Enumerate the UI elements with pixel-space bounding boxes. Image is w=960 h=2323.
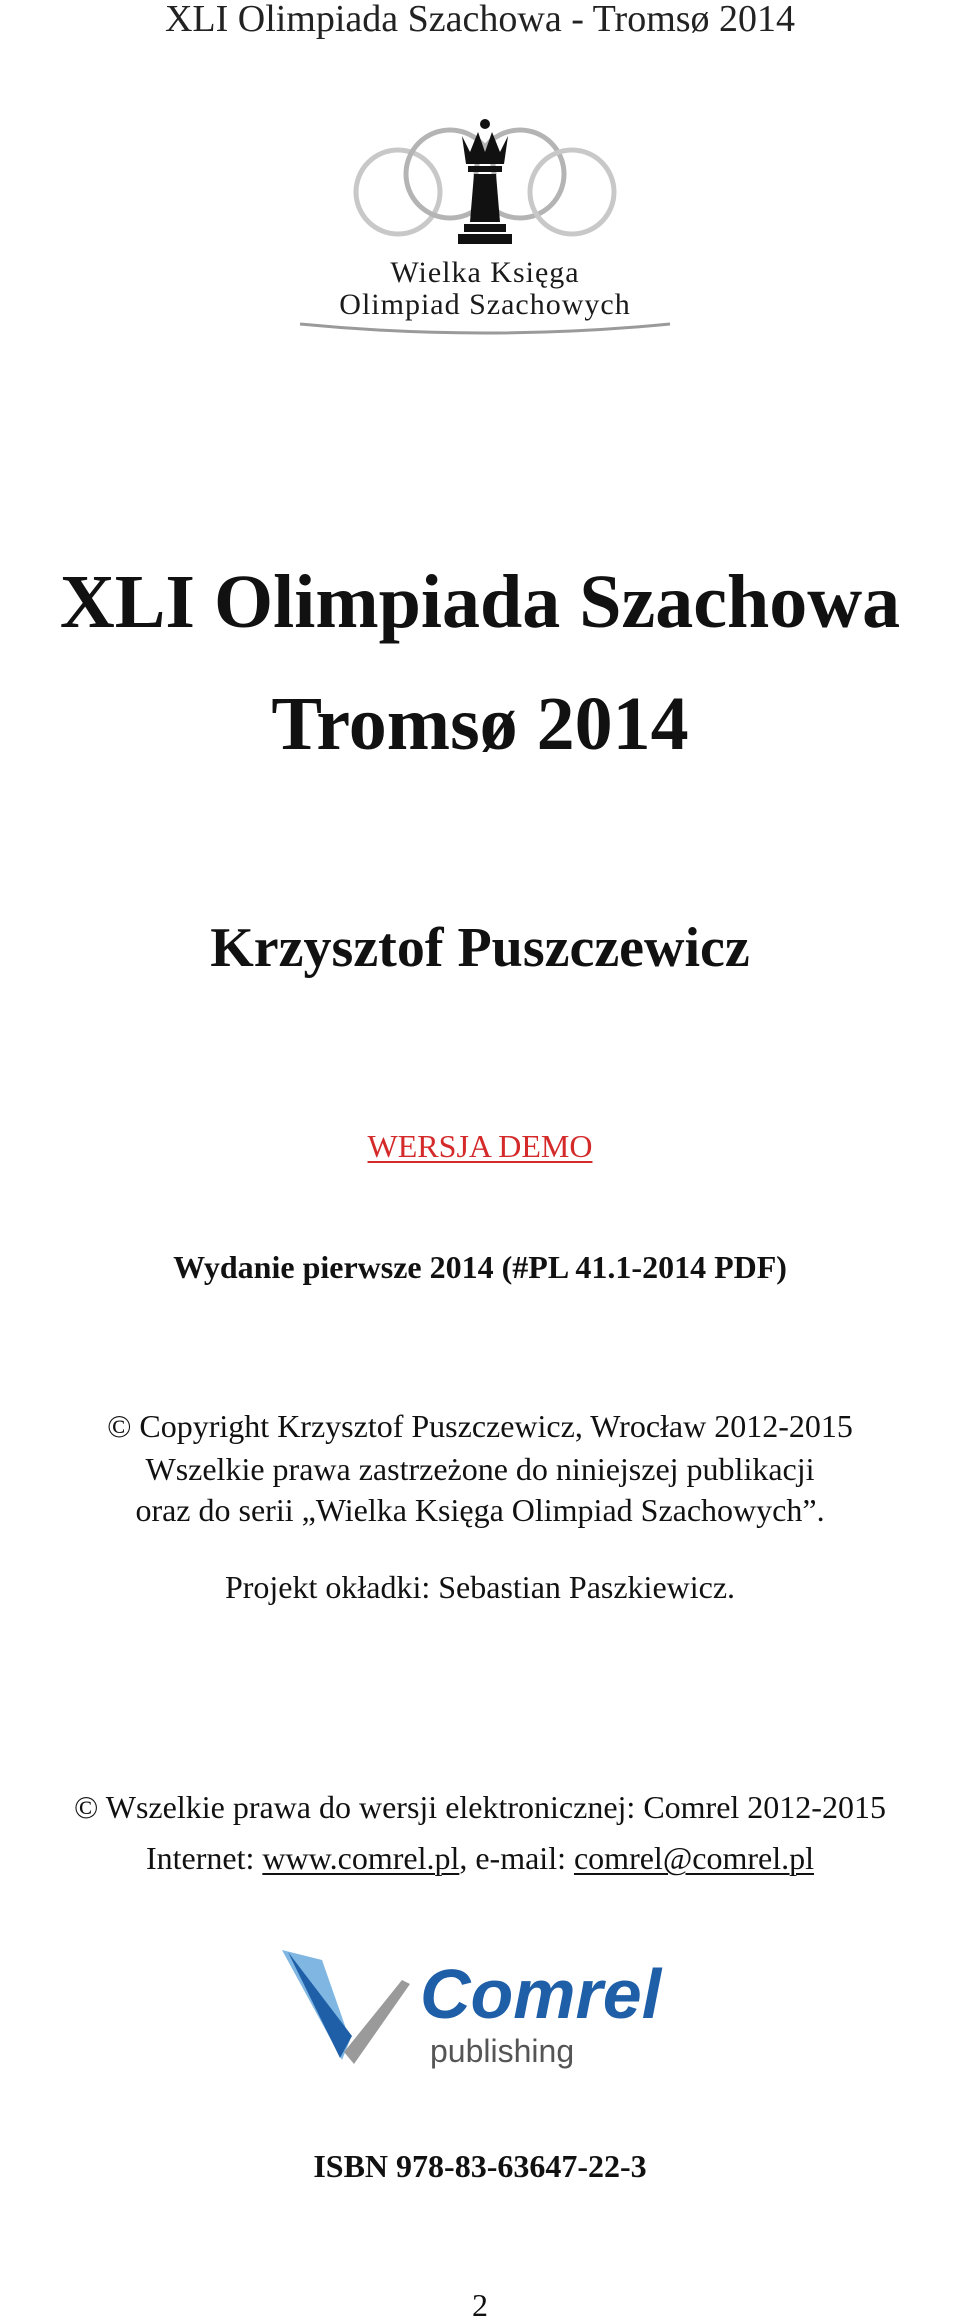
copyright-line1: © Copyright Krzysztof Puszczewicz, Wrocław 2012-2015	[107, 1408, 853, 1444]
comrel-checkmark-icon	[282, 1950, 410, 2064]
email-separator: , e-mail:	[459, 1840, 574, 1876]
edition-info: Wydanie pierwsze 2014 (#PL 41.1-2014 PDF)	[173, 1249, 787, 1285]
book-title-line1: XLI Olimpiada Szachowa	[59, 560, 901, 644]
series-logo-line1: Wielka Księga	[390, 256, 580, 289]
author-name: Krzysztof Puszczewicz	[210, 917, 750, 979]
isbn-number: ISBN 978-83-63647-22-3	[313, 2148, 647, 2184]
website-link[interactable]: www.comrel.pl	[262, 1840, 460, 1876]
cover-design-credit: Projekt okładki: Sebastian Paszkiewicz.	[224, 1569, 736, 1605]
publisher-logo	[282, 1940, 682, 2090]
copyright-line3: oraz do serii „Wielka Księga Olimpiad Szachowych”.	[135, 1492, 825, 1528]
series-logo-line2: Olimpiad Szachowych	[339, 288, 631, 321]
copyright-line2: Wszelkie prawa zastrzeżone do niniejszej publikacji	[145, 1451, 815, 1487]
internet-label: Internet:	[145, 1840, 263, 1876]
swoosh-divider	[300, 324, 670, 333]
publisher-name: Comrel	[420, 1955, 662, 2033]
series-logo	[290, 112, 680, 347]
book-title-line2: Tromsø 2014	[271, 682, 689, 766]
running-header: XLI Olimpiada Szachowa - Tromsø 2014	[164, 0, 796, 40]
contact-line	[0, 1840, 960, 1876]
publisher-sub: publishing	[430, 2033, 575, 2069]
chess-queen-icon	[458, 119, 512, 244]
electronic-rights: © Wszelkie prawa do wersji elektronicznej: Comrel 2012-2015	[74, 1789, 886, 1825]
page-number: 2	[472, 2287, 488, 2323]
demo-version-label: WERSJA DEMO	[367, 1128, 593, 1164]
email-link[interactable]: comrel@comrel.pl	[573, 1840, 815, 1876]
